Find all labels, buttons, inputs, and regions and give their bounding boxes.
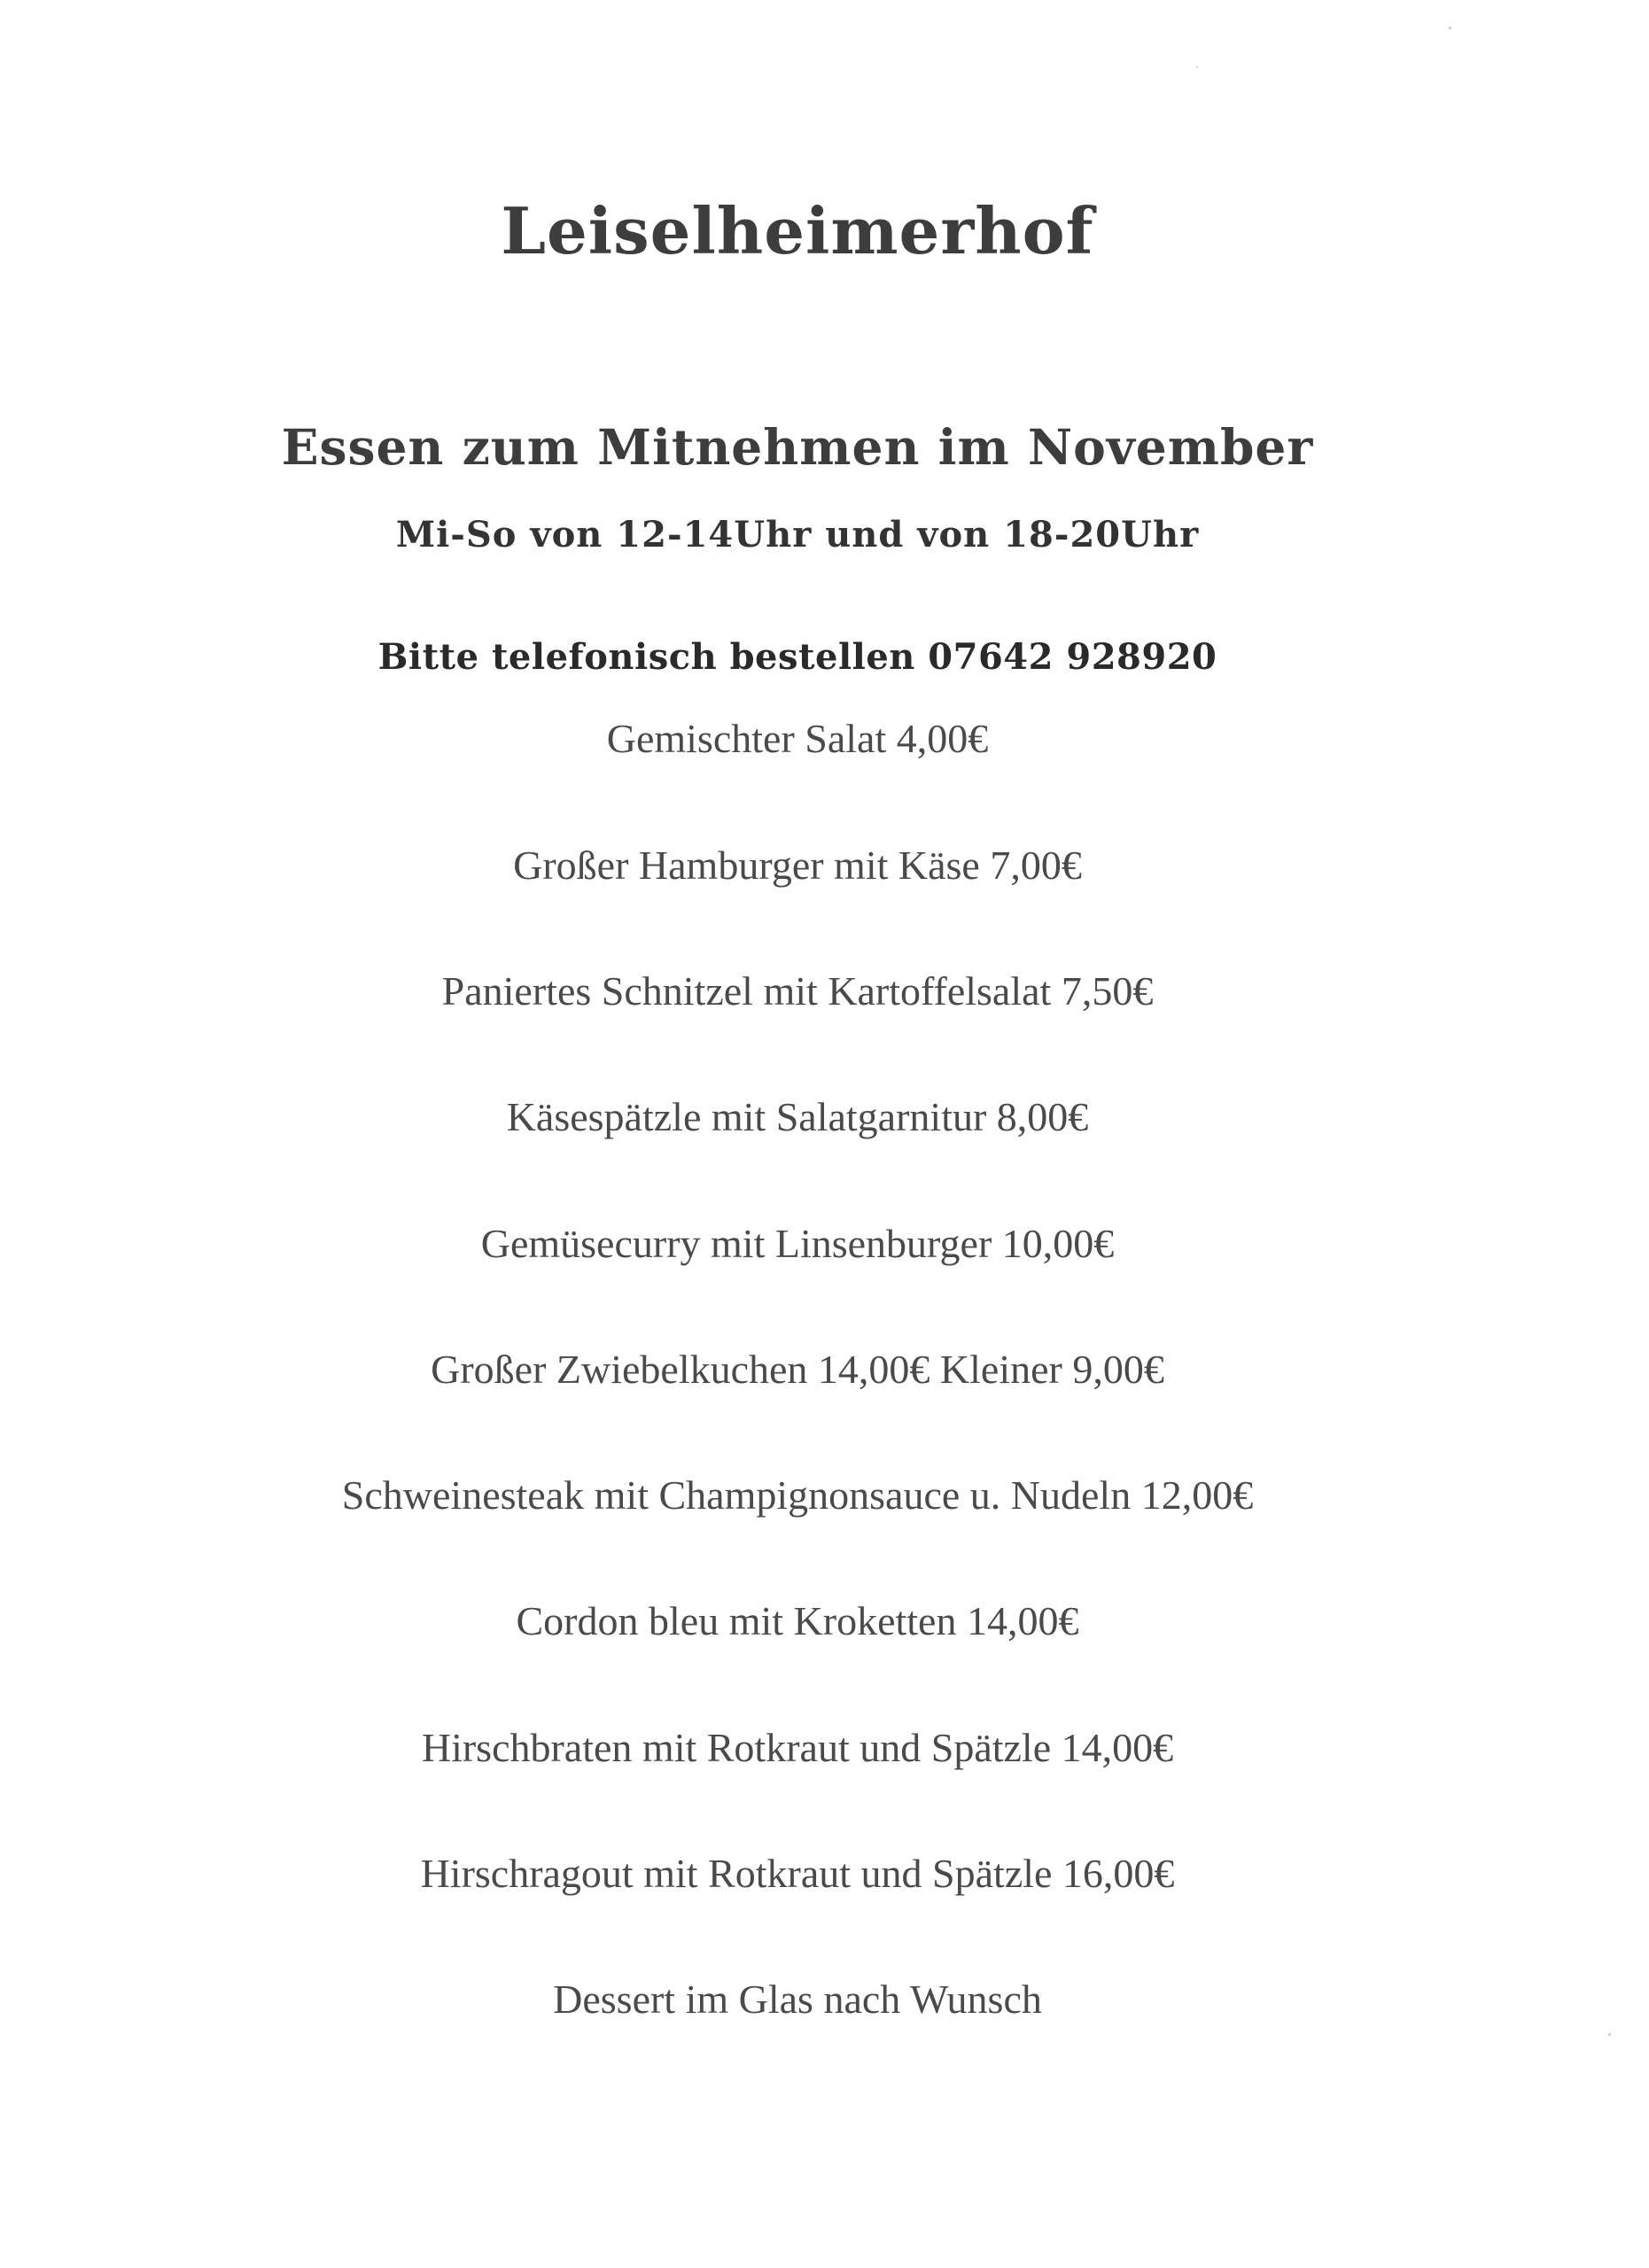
menu-item: Paniertes Schnitzel mit Kartoffelsalat 7,50€ — [441, 968, 1154, 1014]
scan-speck — [1608, 2033, 1611, 2036]
restaurant-title: Leiselheimerhof — [501, 193, 1094, 268]
order-phone-note: Bitte telefonisch bestellen 07642 928920 — [377, 636, 1217, 678]
menu-item: Dessert im Glas nach Wunsch — [553, 1977, 1042, 2022]
menu-item: Schweinesteak mit Champignonsauce u. Nudeln 12,00€ — [341, 1472, 1254, 1518]
menu-item: Gemischter Salat 4,00€ — [606, 716, 989, 761]
menu-item: Gemüsecurry mit Linsenburger 10,00€ — [480, 1221, 1115, 1266]
opening-hours: Mi-So von 12-14Uhr und von 18-20Uhr — [395, 514, 1200, 555]
scan-speck — [1449, 27, 1451, 29]
menu-item: Hirschragout mit Rotkraut und Spätzle 16,00€ — [420, 1851, 1175, 1896]
menu-item: Cordon bleu mit Kroketten 14,00€ — [516, 1598, 1079, 1643]
menu-item: Großer Zwiebelkuchen 14,00€ Kleiner 9,00€ — [431, 1347, 1164, 1392]
scan-speck — [1196, 66, 1198, 68]
menu-item: Hirschbraten mit Rotkraut und Spätzle 14,00€ — [421, 1725, 1174, 1770]
menu-item: Käsespätzle mit Salatgarnitur 8,00€ — [506, 1094, 1089, 1139]
menu-subtitle: Essen zum Mitnehmen im November — [281, 418, 1314, 476]
menu-item: Großer Hamburger mit Käse 7,00€ — [513, 843, 1082, 888]
